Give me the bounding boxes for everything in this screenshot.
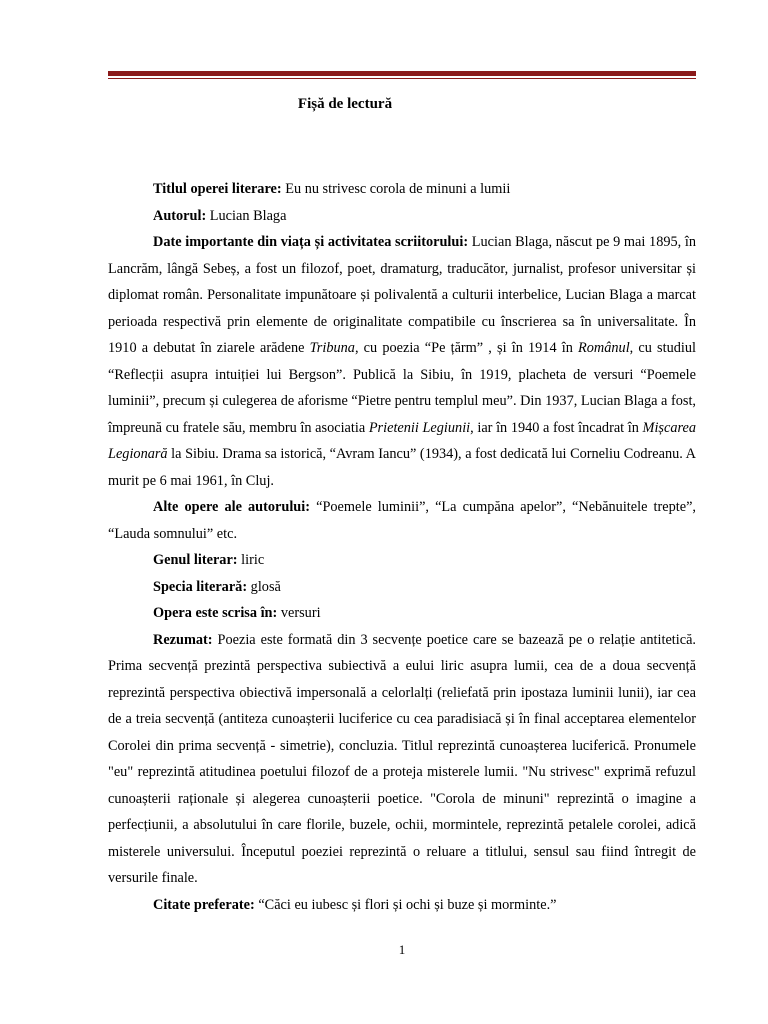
field-citate (108, 892, 696, 919)
biography-text: , iar în 1940 a fost încadrat în (470, 419, 643, 436)
document-title: Fișă de lectură (297, 96, 393, 112)
field-value: liric (241, 552, 265, 568)
biography-italic: Mișcarea Legionară (108, 419, 696, 462)
biography-italic: Românul (578, 340, 630, 356)
field-label: Autorul: (153, 207, 207, 224)
biography-italic: Prietenii Legiunii (368, 419, 471, 436)
field-gen-literar (108, 547, 696, 574)
field-date-importante (108, 229, 696, 494)
header-rule-thin (108, 78, 696, 79)
field-label: Citate preferate: (153, 896, 255, 913)
field-label: Genul literar: (153, 552, 238, 568)
biography-text: , cu studiul “Reflecții asupra intuiției lui Bergson”. Publică la Sibiu, în 1919, placheta de versuri “Poemele luminii”, precum și culegerea de aforisme “Pietre pentru templul meu”. Din 1937, Lucian Blaga a fost, împreună cu fratele său, membru în asociatia (108, 340, 696, 436)
field-label: Titlul operei literare: (153, 181, 282, 197)
biography-text: la Sibiu. Drama sa istorică, “Avram Iancu” (1934), a fost dedicată lui Corneliu Codreanu. A murit pe 6 mai 1961, în Cluj. (108, 446, 696, 489)
field-opera-scrisa (108, 600, 696, 627)
header-rule-thick (108, 71, 696, 76)
page-number: 1 (398, 942, 406, 957)
field-value: “Căci eu iubesc și flori și ochi și buze și morminte.” (258, 896, 557, 913)
document-body (108, 176, 696, 918)
field-label: Date importante din viața și activitatea scriitorului: (153, 234, 469, 250)
field-value: versuri (280, 605, 321, 621)
biography-text: , cu poezia “Pe țărm” , și în 1914 în (354, 340, 579, 356)
field-titlu (108, 176, 696, 203)
field-label: Rezumat: (153, 631, 213, 648)
field-value: Lucian Blaga (209, 207, 287, 224)
field-label: Alte opere ale autorului: (153, 499, 310, 515)
field-alte-opere (108, 494, 696, 547)
field-value: Poezia este formată din 3 secvențe poetice care se bazează pe o relație antitetică. Prima secvență prezintă perspectiva subiectivă a eului liric asupra lumii, cea de a doua secvență reprezintă perspectiva obiectivă impersonală a celorlalți (reliefată prin ipostaza luminii lunii), iar cea de a treia secvență (antiteza cunoașterii luciferice cu cea paradisiacă și în final acceptarea elementelor Corolei din prima secvență - simetrie), concluzia. Titlul reprezintă cunoașterea luciferică. Pronumele "eu" reprezintă atitudinea poetului filozof de a proteja misterele lumii. "Nu strivesc" exprimă refuzul cunoașterii raționale și alegerea cunoașterii poetice. "Corola de minuni" reprezintă o imagine a perfecțiunii, a absolutului în care florile, buzele, ochii, mormintele, reprezintă petalele corolei, adică misterele universului. Începutul poeziei reprezintă o reluare a titlului, sensul sau fiind întregit de versurile finale. (108, 631, 696, 886)
field-label: Opera este scrisa în: (153, 605, 278, 621)
field-label: Specia literară: (153, 578, 248, 595)
field-value: glosă (250, 578, 281, 595)
field-specia-literara (108, 574, 696, 601)
biography-italic: Tribuna (309, 340, 355, 356)
field-value: Eu nu strivesc corola de minuni a lumii (285, 181, 511, 197)
field-value: “Poemele luminii”, “La cumpăna apelor”, “Nebănuitele trepte”, “Lauda somnului” etc. (108, 499, 697, 542)
field-autor (108, 203, 696, 230)
biography-text: Lucian Blaga, născut pe 9 mai 1895, în Lancrăm, lângă Sebeș, a fost un filozof, poet, dramaturg, traducător, jurnalist, profesor universitar și diplomat român. Personalitate impunătoare și polivalentă a culturii interbelice, Lucian Blaga a marcat perioada respectivă prin elemente de originalitate compatibile cu înscrierea sa în universalitate. În 1910 a debutat în ziarele arădene (108, 234, 697, 356)
field-rezumat (108, 627, 696, 892)
